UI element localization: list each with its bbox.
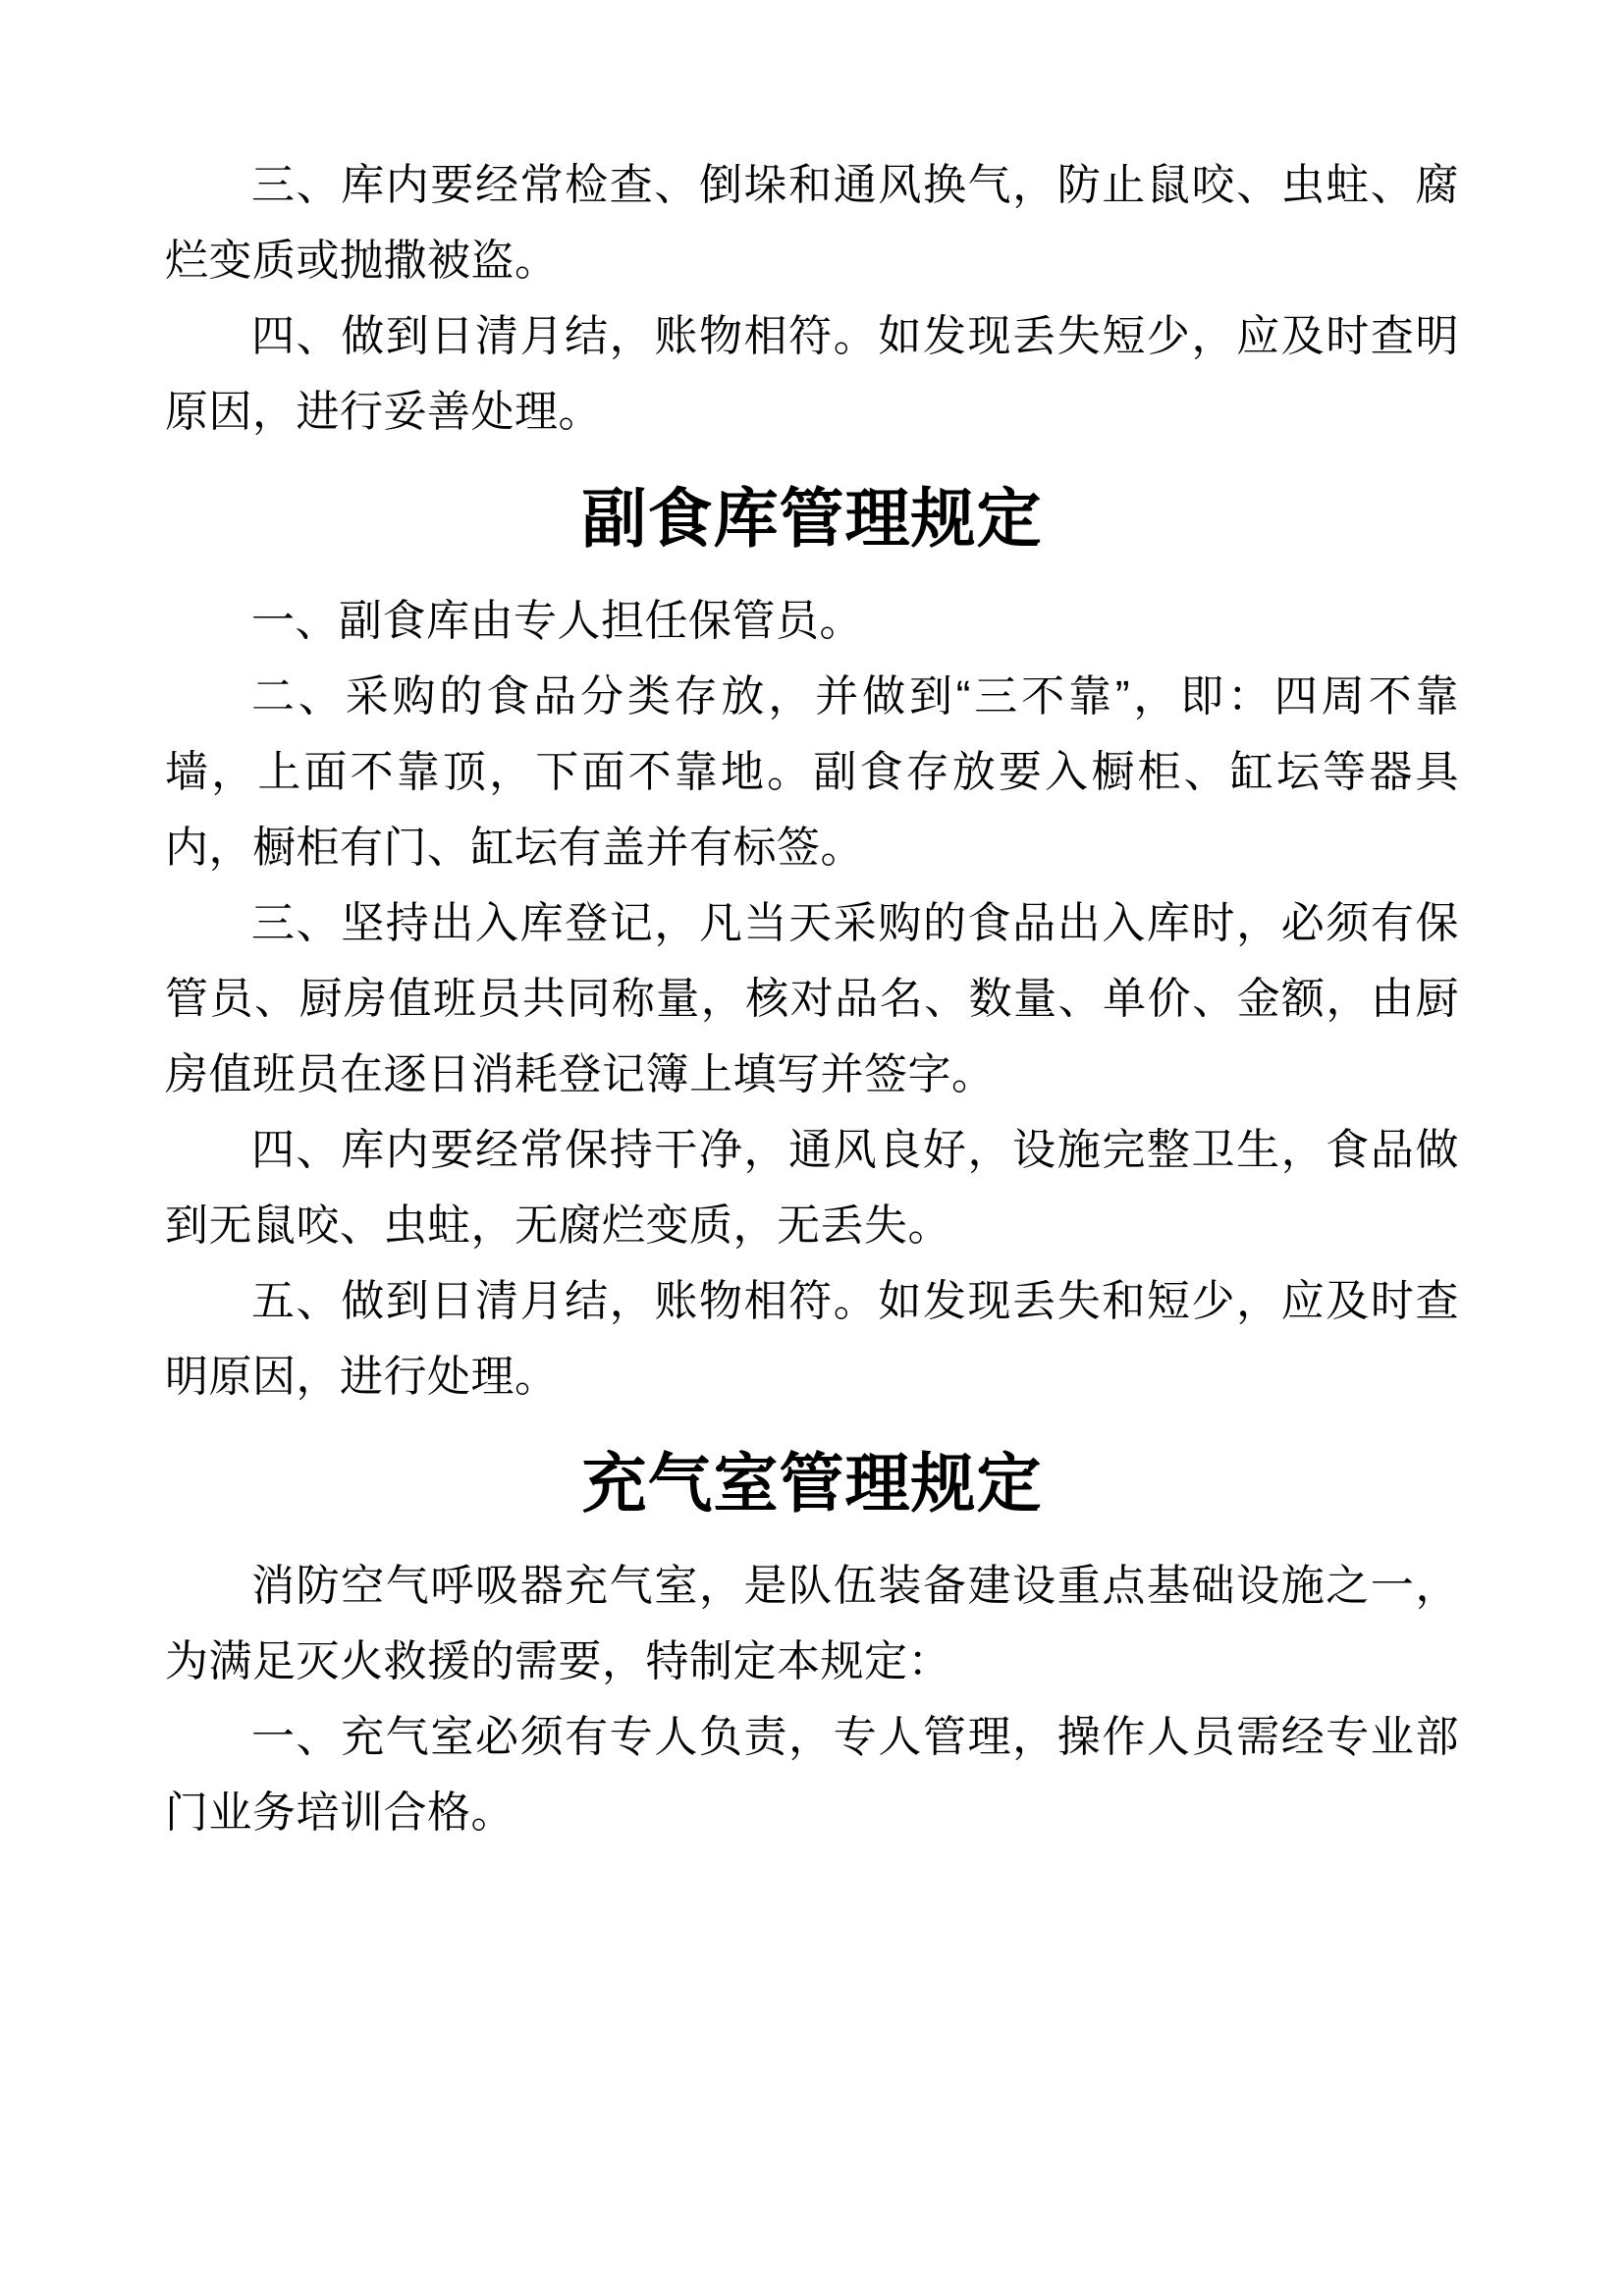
paragraph-item-4-food-store: 四、库内要经常保持干净，通风良好，设施完整卫生，食品做到无鼠咬、虫蛀，无腐烂变质，无丢失。 [165,1126,1459,1250]
paragraph-item-3-food-store: 三、坚持出入库登记，凡当天采购的食品出入库时，必须有保管员、厨房值班员共同称量，核对品名、数量、单价、金额，由厨房值班员在逐日消耗登记簿上填写并签字。 [165,899,1459,1098]
paragraph-item-2-food-store: 二、采购的食品分类存放，并做到“三不靠”，即：四周不靠墙，上面不靠顶，下面不靠地。副食存放要入橱柜、缸坛等器具内，橱柜有门、缸坛有盖并有标签。 [165,672,1459,872]
paragraph-item-4-warehouse: 四、做到日清月结，账物相符。如发现丢失短少，应及时查明原因，进行妥善处理。 [165,312,1459,436]
paragraph-item-1-air-filling-room: 一、充气室必须有专人负责，专人管理，操作人员需经专业部门业务培训合格。 [165,1713,1459,1837]
paragraph-item-5-food-store: 五、做到日清月结，账物相符。如发现丢失和短少，应及时查明原因，进行处理。 [165,1277,1459,1401]
paragraph-item-3-warehouse: 三、库内要经常检查、倒垛和通风换气，防止鼠咬、虫蛀、腐烂变质或抛撒被盗。 [165,161,1459,285]
section-heading-air-filling-room: 充气室管理规定 [581,1447,1043,1520]
paragraph-intro-air-filling-room: 消防空气呼吸器充气室，是队伍装备建设重点基础设施之一，为满足灭火救援的需要，特制定本规定： [165,1562,1459,1685]
paragraph-item-1-food-store: 一、副食库由专人担任保管员。 [251,597,863,645]
section-heading-subsidiary-food-store: 副食库管理规定 [581,482,1043,555]
